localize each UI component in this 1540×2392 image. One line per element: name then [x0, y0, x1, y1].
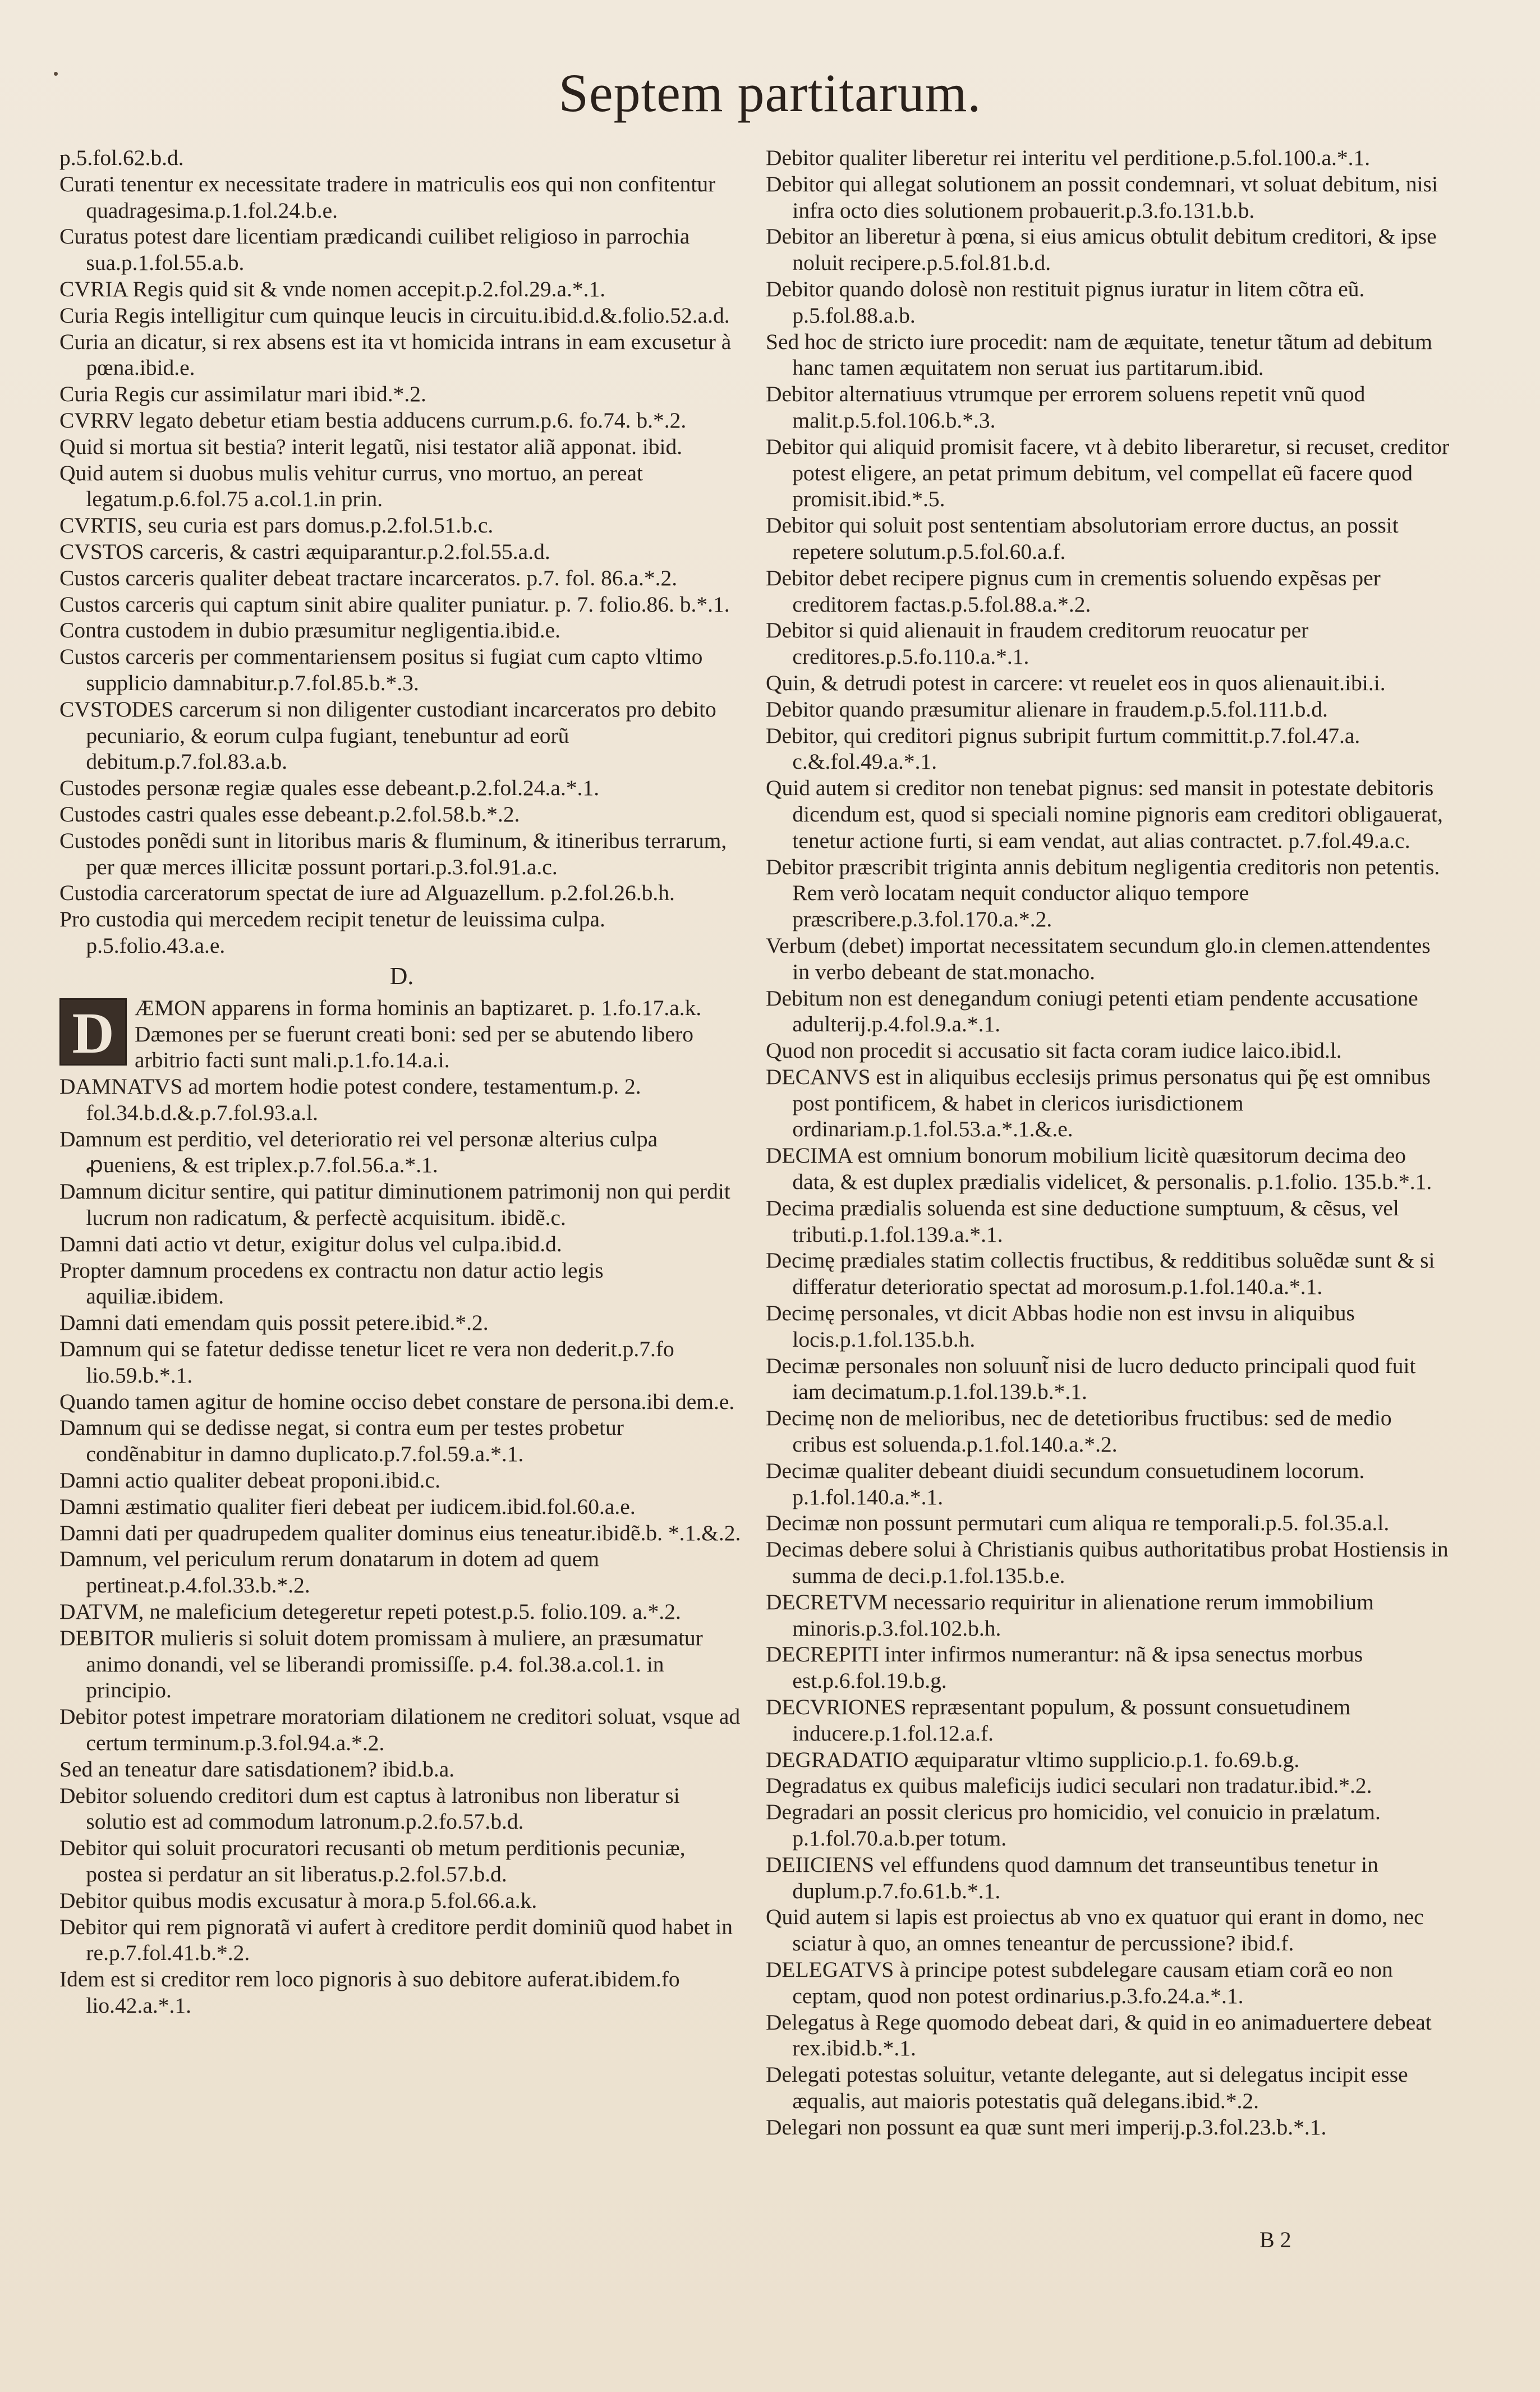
right-column	[766, 145, 1450, 2215]
index-entry: Pro custodia qui mercedem recipit tenetur de leuissima culpa. p.5.folio.43.a.e.	[59, 907, 605, 958]
index-entry: DATVM, ne maleficium detegeretur repeti potest.p.5. folio.109. a.*.2.	[59, 1599, 681, 1624]
index-entry: Propter damnum procedens ex contractu non datur actio legis aquiliæ.ibidem.	[59, 1257, 604, 1309]
index-entry: Debitor qui aliquid promisit facere, vt à debito liberaretur, si recuset, creditor potest eligere, an petat primum debitum, vel compellat eũ facere quod promisit.ibid.*.5.	[766, 434, 1450, 512]
index-entry: Debitor debet recipere pignus cum in crementis soluendo expẽsas per creditorem factas.p.5.fol.88.a.*.2.	[766, 565, 1381, 617]
index-entry: Decimę non de melioribus, nec de detetioribus fructibus: sed de medio cribus est soluenda.p.1.fol.140.a.*.2.	[766, 1406, 1392, 1457]
index-entry: Dæmones per se fuerunt creati boni: sed per se abutendo libero arbitrio facti sunt mali.p.1.fo.14.a.i.	[135, 1021, 693, 1073]
index-entry: Debitor alternatiuus vtrumque per errorem soluens repetit vnũ quod malit.p.5.fol.106.b.*.3.	[766, 382, 1366, 433]
index-entry: Debitor potest impetrare moratoriam dilationem ne creditori soluat, vsque ad certum terminum.p.3.fol.94.a.*.2.	[59, 1704, 741, 1756]
index-entry: Curia an dicatur, si rex absens est ita vt homicida intrans in eam excusetur à pœna.ibid.e.	[59, 329, 732, 380]
index-entry: Contra custodem in dubio præsumitur negligentia.ibid.e.	[59, 618, 561, 643]
signature-mark: B 2	[1259, 2227, 1291, 2252]
index-entry: Custos carceris qui captum sinit abire qualiter puniatur. p. 7. folio.86. b.*.1.	[59, 591, 730, 617]
index-entry: Degradari an possit clericus pro homicidio, vel conuicio in prælatum. p.1.fol.70.a.b.per totum.	[766, 1799, 1381, 1851]
index-entry: DECRETVM necessario requiritur in alienatione rerum immobilium minoris.p.3.fol.102.b.h.	[766, 1589, 1374, 1641]
index-entry: Debitor an liberetur à pœna, si eius amicus obtulit debitum creditori, & ipse noluit recipere.p.5.fol.81.b.d.	[766, 224, 1437, 276]
index-entry: CVSTODES carcerum si non diligenter custodiant incarceratos pro debito pecuniario, & eorum culpa fugiant, tenebuntur ad eorũ debitum.p.7.fol.83.a.b.	[59, 696, 716, 774]
index-entry: Decimæ non possunt permutari cum aliqua re temporali.p.5. fol.35.a.l.	[766, 1511, 1390, 1536]
index-entry: p.5.fol.62.b.d.	[59, 145, 184, 170]
decorated-initial-letter: D	[59, 998, 127, 1066]
index-entry: Curati tenentur ex necessitate tradere in matriculis eos qui non confitentur quadragesima.p.1.fol.24.b.e.	[59, 171, 716, 223]
index-entry: Delegatus à Rege quomodo debeat dari, & quid in eo animaduertere debeat rex.ibid.b.*.1.	[766, 2009, 1432, 2061]
index-entry: Custodes castri quales esse debeant.p.2.fol.58.b.*.2.	[59, 801, 520, 827]
left-column	[59, 145, 744, 2277]
index-entry: Custodes ponẽdi sunt in litoribus maris & fluminum, & itineribus terrarum, per quæ merces illicitæ possunt portari.p.3.fol.91.a.c.	[59, 828, 727, 879]
index-entry: DELEGATVS à principe potest subdelegare causam etiam corã eo non ceptam, quod non potest ordinarius.p.3.fo.24.a.*.1.	[766, 1957, 1393, 2008]
index-entry: CVRTIS, seu curia est pars domus.p.2.fol.51.b.c.	[59, 513, 494, 538]
index-entry: Debitor qualiter liberetur rei interitu vel perditione.p.5.fol.100.a.*.1.	[766, 145, 1371, 170]
index-entry: Sed an teneatur dare satisdationem? ibid.b.a.	[59, 1756, 455, 1782]
left-entry-list	[59, 145, 744, 959]
index-entry: Decimæ personales non soluunt̃ nisi de lucro deducto principali quod fuit iam decimatum.p.1.fol.139.b.*.1.	[766, 1353, 1416, 1404]
index-entry: Debitor quando dolosè non restituit pignus iuratur in litem cõtra eũ. p.5.fol.88.a.b.	[766, 276, 1365, 328]
index-entry: Damnum qui se fatetur dedisse tenetur licet re vera non dederit.p.7.fo lio.59.b.*.1.	[59, 1337, 674, 1388]
index-entry: Debitor soluendo creditori dum est captus à latronibus non liberatur si solutio est ad commodum latronum.p.2.fo.57.b.d.	[59, 1783, 680, 1834]
index-entry: Custodia carceratorum spectat de iure ad Alguazellum. p.2.fol.26.b.h.	[59, 880, 675, 906]
index-entry: Damnum qui se dedisse negat, si contra eum per testes probetur condẽnabitur in damno duplicato.p.7.fol.59.a.*.1.	[59, 1415, 624, 1467]
index-entry: Debitum non est denegandum coniugi petenti etiam pendente accusatione adulterij.p.4.fol.9.a.*.1.	[766, 985, 1418, 1037]
index-entry: DAMNATVS ad mortem hodie potest condere, testamentum.p. 2. fol.34.b.d.&.p.7.fol.93.a.l.	[59, 1074, 641, 1125]
index-entry: Debitor qui soluit procuratori recusanti ob metum perditionis pecuniæ, postea si perdatur an sit liberatus.p.2.fol.57.b.d.	[59, 1835, 686, 1886]
index-entry: Debitor qui rem pignoratã vi aufert à creditore perdit dominiũ quod habet in re.p.7.fol.41.b.*.2.	[59, 1914, 733, 1966]
index-entry: Damnum, vel periculum rerum donatarum in dotem ad quem pertineat.p.4.fol.33.b.*.2.	[59, 1546, 600, 1598]
index-entry: DECIMA est omnium bonorum mobilium licitè quæsitorum decima deo data, & est duplex prædialis videlicet, & personalis. p.1.folio. 135.b.*.1.	[766, 1143, 1432, 1195]
index-entry: Custodes personæ regiæ quales esse debeant.p.2.fol.24.a.*.1.	[59, 775, 600, 801]
index-entry: Debitor qui soluit post sententiam absolutoriam errore ductus, an possit repetere solutum.p.5.fol.60.a.f.	[766, 513, 1399, 564]
index-entry: Decimę personales, vt dicit Abbas hodie non est invsu in aliquibus locis.p.1.fol.135.b.h.	[766, 1301, 1355, 1352]
index-entry: CVRIA Regis quid sit & vnde nomen accepit.p.2.fol.29.a.*.1.	[59, 276, 606, 301]
index-entry: Damnum est perditio, vel deterioratio rei vel personæ alterius culpa ꝓueniens, & est triplex.p.7.fol.56.a.*.1.	[59, 1126, 658, 1178]
section-letter: D.	[389, 962, 414, 990]
initial-entry-text	[135, 995, 744, 1073]
index-entry: DECREPITI inter infirmos numerantur: nã & ipsa senectus morbus est.p.6.fol.19.b.g.	[766, 1642, 1363, 1693]
index-entry: Damni dati per quadrupedem qualiter dominus eius teneatur.ibidẽ.b. *.1.&.2.	[59, 1520, 741, 1545]
index-entry: Decimas debere solui à Christianis quibus authoritatibus probat Hostiensis in summa de deci.p.1.fol.135.b.e.	[766, 1537, 1449, 1588]
index-entry: Idem est si creditor rem loco pignoris à suo debitore auferat.ibidem.fo lio.42.a.*.1.	[59, 1967, 680, 2018]
index-entry: Damni dati actio vt detur, exigitur dolus vel culpa.ibid.d.	[59, 1231, 562, 1256]
index-entry: Damni dati emendam quis possit petere.ibid.*.2.	[59, 1310, 489, 1335]
index-entry: ÆMON apparens in forma hominis an baptizaret. p. 1.fo.17.a.k.	[135, 995, 702, 1020]
index-entry: Quid autem si creditor non tenebat pignus: sed mansit in potestate debitoris dicendum est, quod si speciali nomine pignoris eam creditori obligauerat, tenetur actione furti, si eam vendat, aut alias contractet. p.7.fol.49.a.c.	[766, 775, 1443, 853]
index-entry: Delegati potestas soluitur, vetante delegante, aut si delegatus incipit esse æqualis, aut maioris potestatis quã delegans.ibid.*.2.	[766, 2062, 1408, 2113]
index-entry: DECVRIONES repræsentant populum, & possunt consuetudinem inducere.p.1.fol.12.a.f.	[766, 1695, 1351, 1746]
index-entry: Quando tamen agitur de homine occiso debet constare de persona.ibi dem.e.	[59, 1389, 735, 1414]
index-entry: Curatus potest dare licentiam prædicandi cuilibet religioso in parrochia sua.p.1.fol.55.a.b.	[59, 224, 690, 276]
index-entry: DECANVS est in aliquibus ecclesijs primus personatus qui p̃ę est omnibus post pontificem, & habet in clericos iurisdictionem ordinariam.p.1.fol.53.a.*.1.&.e.	[766, 1064, 1431, 1142]
index-entry: Debitor, qui creditori pignus subripit furtum committit.p.7.fol.47.a. c.&.fol.49.a.*.1.	[766, 723, 1360, 774]
index-entry: Quid autem si lapis est proiectus ab vno ex quatuor qui erant in domo, nec sciatur à quo, an omnes teneantur de percussione? ibid.f.	[766, 1904, 1424, 1956]
index-entry: Curia Regis cur assimilatur mari ibid.*.2.	[59, 382, 426, 407]
index-entry: Decima prædialis soluenda est sine deductione sumptuum, & cẽsus, vel tributi.p.1.fol.139.a.*.1.	[766, 1195, 1399, 1247]
index-entry: Debitor quando præsumitur alienare in fraudem.p.5.fol.111.b.d.	[766, 696, 1328, 722]
right-entry-list	[766, 145, 1450, 2141]
decorated-initial-block	[59, 995, 744, 1073]
index-entry: Custos carceris per commentariensem positus si fugiat cum capto vltimo supplicio damnabitur.p.7.fol.85.b.*.3.	[59, 644, 703, 695]
left-entry-list-continued	[59, 1073, 744, 2019]
index-entry: DEBITOR mulieris si soluit dotem promissam à muliere, an præsumatur animo donandi, vel se liberandi promissiſſe. p.4. fol.38.a.col.1. in principio.	[59, 1625, 703, 1703]
index-entry: Debitor qui allegat solutionem an possit condemnari, vt soluat debitum, nisi infra octo dies solutionem probauerit.p.3.fo.131.b.b.	[766, 171, 1438, 223]
index-entry: Damni actio qualiter debeat proponi.ibid.c.	[59, 1468, 440, 1493]
index-entry: Decimę prædiales statim collectis fructibus, & redditibus soluẽdæ sunt & si differatur deterioratio spectat ad morosum.p.1.fol.140.a.*.1.	[766, 1248, 1435, 1300]
index-entry: Debitor quibus modis excusatur à mora.p 5.fol.66.a.k.	[59, 1888, 537, 1913]
index-entry: Debitor si quid alienauit in fraudem creditorum reuocatur per creditores.p.5.fo.110.a.*.1.	[766, 618, 1309, 669]
index-entry: Sed hoc de stricto iure procedit: nam de æquitate, tenetur tãtum ad debitum hanc tamen æquitatem non seruat ius partitarum.ibid.	[766, 329, 1432, 380]
index-entry: CVRRV legato debetur etiam bestia adducens currum.p.6. fo.74. b.*.2.	[59, 407, 687, 433]
index-entry: Quod non procedit si accusatio sit facta coram iudice laico.ibid.l.	[766, 1038, 1342, 1063]
index-entry: Quid autem si duobus mulis vehitur currus, vno mortuo, an pereat legatum.p.6.fol.75 a.col.1.in prin.	[59, 460, 643, 512]
index-entry: Degradatus ex quibus maleficijs iudici seculari non tradatur.ibid.*.2.	[766, 1773, 1372, 1798]
index-entry: Decimæ qualiter debeant diuidi secundum consuetudinem locorum. p.1.fol.140.a.*.1.	[766, 1458, 1365, 1509]
index-entry: Curia Regis intelligitur cum quinque leucis in circuitu.ibid.d.&.folio.52.a.d.	[59, 302, 730, 328]
index-entry: Delegari non possunt ea quæ sunt meri imperij.p.3.fol.23.b.*.1.	[766, 2114, 1327, 2140]
index-entry: Debitor præscribit triginta annis debitum negligentia creditoris non petentis. Rem verò locatam nequit conductor aliquo tempore præscribere.p.3.fol.170.a.*.2.	[766, 854, 1440, 932]
index-entry: Quin, & detrudi potest in carcere: vt reuelet eos in quos alienauit.ibi.i.	[766, 670, 1386, 695]
index-entry: CVSTOS carceris, & castri æquiparantur.p.2.fol.55.a.d.	[59, 539, 550, 564]
running-header: Septem partitarum.	[558, 63, 982, 123]
index-entry: Quid si mortua sit bestia? interit legatũ, nisi testator aliã apponat. ibid.	[59, 434, 683, 459]
index-entry: Damni æstimatio qualiter fieri debeat per iudicem.ibid.fol.60.a.e.	[59, 1494, 636, 1519]
index-entry: Damnum dicitur sentire, qui patitur diminutionem patrimonij non qui perdit lucrum non radicatum, & perfectè acquisitum. ibidẽ.c.	[59, 1179, 730, 1231]
index-entry: DEIICIENS vel effundens quod damnum det transeuntibus tenetur in duplum.p.7.fo.61.b.*.1.	[766, 1852, 1378, 1903]
index-entry: Verbum (debet) importat necessitatem secundum glo.in clemen.attendentes in verbo debeant de stat.monacho.	[766, 933, 1431, 984]
index-entry: DEGRADATIO æquiparatur vltimo supplicio.p.1. fo.69.b.g.	[766, 1747, 1300, 1772]
index-entry: Custos carceris qualiter debeat tractare incarceratos. p.7. fol. 86.a.*.2.	[59, 565, 678, 590]
